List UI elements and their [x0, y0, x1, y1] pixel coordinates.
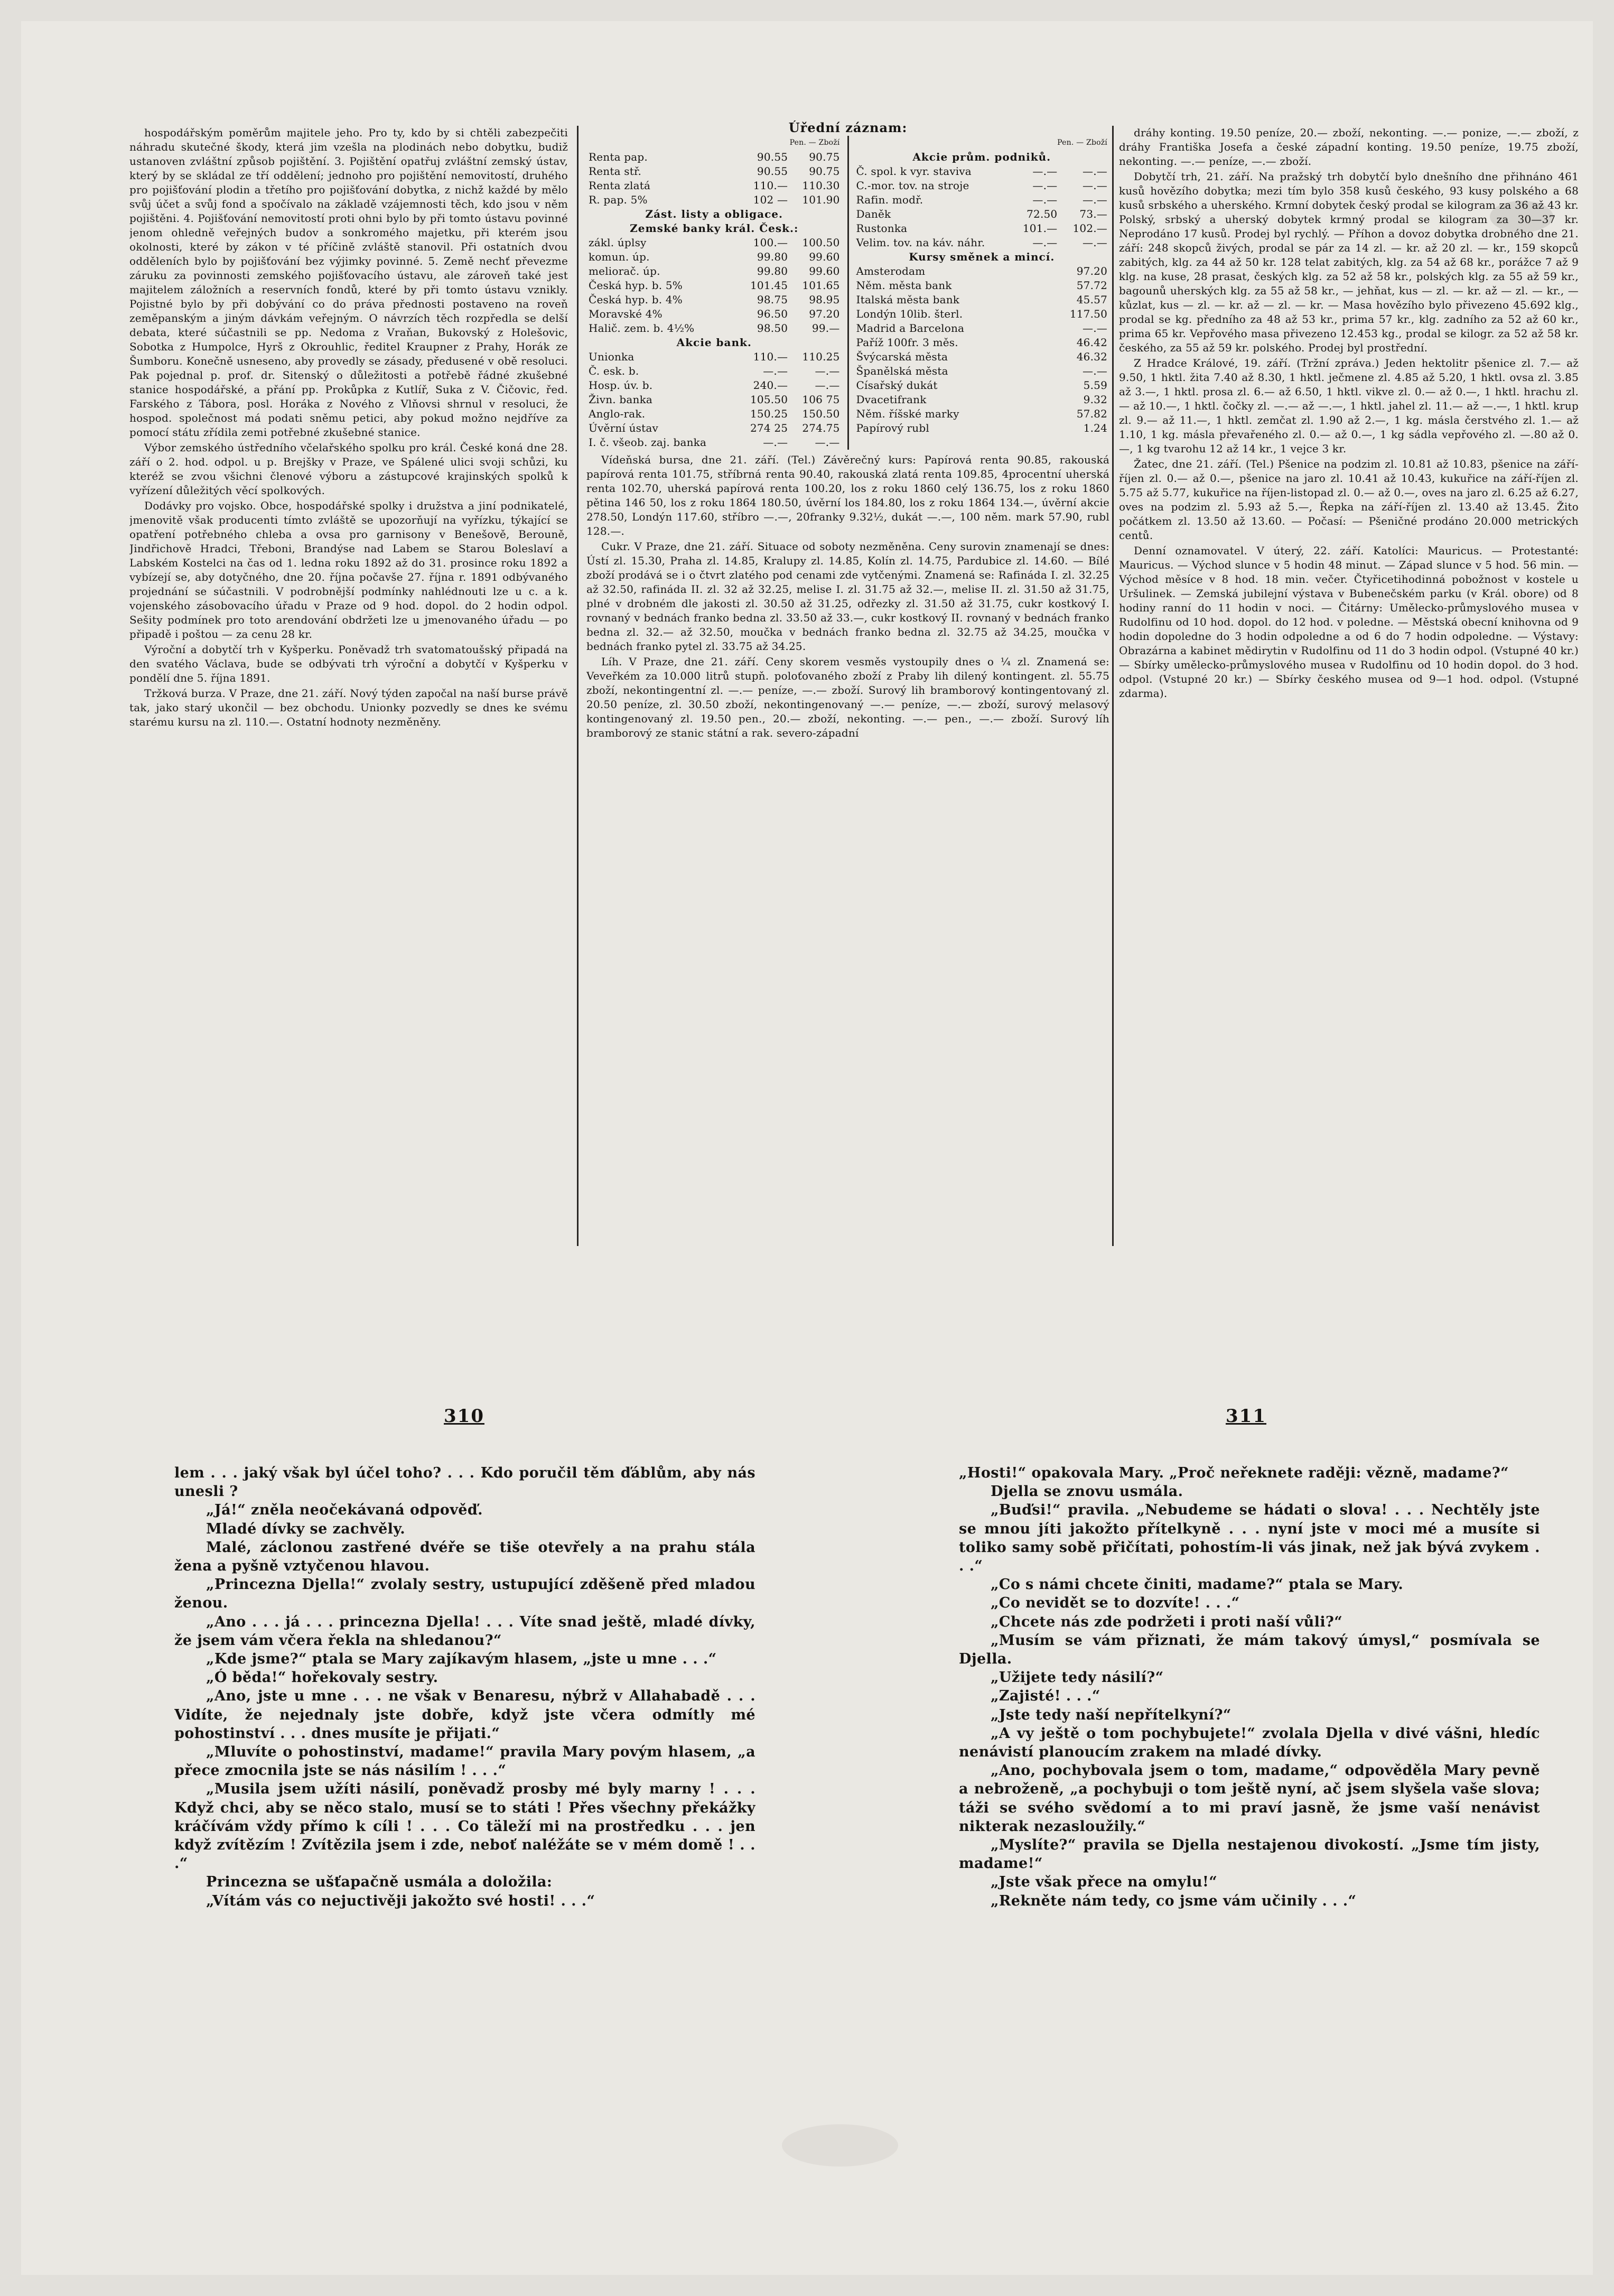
bid-price: —.— — [763, 436, 788, 449]
ask-price: 5.59 — [1083, 379, 1107, 392]
bid-price — [1013, 264, 1060, 278]
quote-row — [586, 350, 842, 364]
ask-price: 97.20 — [1076, 265, 1107, 277]
paragraph: „Jste tedy naší nepřítelkyní?“ — [991, 1706, 1232, 1723]
quote-row — [854, 207, 1110, 221]
paragraph: „Kde jsme?“ ptala se Mary zajíkavým hlasem, „jste u mne . . .“ — [206, 1651, 717, 1668]
quotes-section-heading — [586, 207, 842, 221]
bid-price: 101.— — [1022, 222, 1058, 235]
security-name: komun. úp. — [589, 250, 650, 263]
ask-price: 101.65 — [802, 279, 840, 292]
security-name: Renta zlatá — [589, 179, 651, 192]
paragraph: „Musím se vám přiznati, že mám takový úmysl,“ posmívala se Djella. — [959, 1632, 1540, 1668]
quote-row — [586, 150, 842, 164]
ask-price: —.— — [1083, 179, 1107, 192]
bid-price: —.— — [1032, 165, 1058, 178]
novel-page-right — [959, 1464, 1540, 2193]
security-name: Italská města bank — [856, 293, 960, 306]
ask-price: —.— — [815, 436, 840, 449]
ask-price: 73.— — [1079, 208, 1107, 220]
ask-price: 102.— — [1072, 222, 1107, 235]
ask-price: 97.20 — [809, 308, 840, 320]
bid-price — [1013, 350, 1060, 364]
security-name: C.-mor. tov. na stroje — [856, 179, 969, 192]
paragraph: „Myslíte?“ pravila se Djella nestajenou divokostí. „Jsme tím jisty, madame!“ — [959, 1837, 1540, 1872]
security-name: Unionka — [589, 350, 635, 363]
column-rule — [1112, 126, 1114, 1246]
ask-price: 57.72 — [1076, 279, 1107, 292]
security-name: Živn. banka — [589, 393, 653, 406]
security-name: Švýcarská města — [856, 350, 948, 363]
quote-row — [854, 336, 1110, 350]
bid-price — [1013, 293, 1060, 307]
bid-price — [1013, 307, 1060, 321]
quotes-header: Pen. — Zboží — [1057, 138, 1107, 147]
bid-price: 98.75 — [757, 293, 788, 306]
paragraph: „Musila jsem užíti násilí, poněvadž prosby mé byly marny ! . . . Když chci, aby se něco stalo, musí se to státi ! Přes všechny překážky kráčívám vždy přímo k cíli ! . . . Co täleží mi na prostředku . . . jen když zvítězím ! Zvítězila jsem i zde, neboť naléžáte se v mém domě ! . . .“ — [174, 1781, 755, 1872]
quotes-left-table-wrap — [586, 136, 842, 450]
ask-price: 99.— — [811, 322, 840, 334]
quote-row — [586, 421, 842, 435]
quote-row — [854, 179, 1110, 193]
paragraph: Djella se znovu usmála. — [991, 1483, 1183, 1500]
bid-price: —.— — [1032, 179, 1058, 192]
ask-price: 100.50 — [802, 236, 840, 249]
security-name: Halič. zem. b. 4½% — [589, 322, 695, 334]
paragraph: Z Hradce Králové, 19. září. (Tržní zpráva.) Jeden hektolitr pšenice zl. 7.— až 9.50, 1 hktl. žita 7.40 až 8.30, 1 hktl. ječmene zl. 4.85 až 5.20, 1 hktl. ovsa zl. 3.85 až 3.—, 1 hktl. prosa zl. 6.— až 6.50, 1 hktl. vikve zl. 0.— až 0.—, 1 hktl. hrachu zl. — až 10.—, 1 hktl. čočky zl. —.— až —.—, 1 hktl. jahel zl. 11.— až —.—, 1 hktl. krup zl. 9.— až 11.—, 1 hktl. zemčat zl. 1.90 až 2.—, 1 kg. másla čerstvého zl. 1.— až 1.10, 1 kg. másla převařeného zl. 0.— až 0.—, 1 kg sádla vepřového zl. —.80 až 0.—, 1 kg tvarohu 12 až 14 kr., 1 vejce 3 kr. — [1119, 357, 1579, 455]
paragraph: Malé, záclonou zastřené dvéře se tiše otevřely a na prahu stála žena a pyšně vztyčenou hlavou. — [174, 1539, 755, 1575]
security-name: Rustonka — [856, 222, 908, 235]
ask-price: —.— — [1083, 236, 1107, 249]
paragraph: Líh. V Praze, dne 21. září. Ceny skorem vesměs vystoupily dnes o ¼ zl. Znamená se: Veveřkém za 10.000 litrů stupň. poloťovaného zboží z Praby lih dilený kontingent. zl. 55.75 zboží, nekontingentní zl. —.— peníze, —.— zboží. Surový lih bramborový kontingentovaný zl. 20.50 peníze, zl. 30.50 zboží, nekontingenovaný —.— peníze, —.— zboží, surový melasový kontingenovaný zl. 19.50 pen., 20.— zboží, nekonting. —.— pen., —.— zboží. Surový líh bramborový ze stanic státní a rak. severo-západní — [586, 655, 1109, 739]
paragraph: hospodářským poměrům majitele jeho. Pro ty, kdo by si chtěli zabezpečiti náhradu skutečné škody, která jim vzešla na plodinách nebo dobytku, budiž ustanoven zvláštní způsob pojištění. 3. Pojištění opatřuj zvláštní zemský ústav, který by se skládal ze tří oddělení; jednoho pro pojištění nemovitostí, druhého pro pojišťování plodin a třetího pro pojišťování dobytka, z nichž každé by mělo svůj účet a svůj fond a spočívalo na základě vzájemnosti těch, kdo jsou v něm pojištěni. 4. Pojišťování nemovitostí proti ohni bylo by při tomto ústavu povinné jenom ohledně veřejných budov a sonkromého majetku, při kterém jsou okolnosti, které by zákon v té příčině zvláště stanovil. Při ostatních dvou odděleních bylo by pojišťování bez výjimky povinné. 5. Země nechť převezme záruku za povinnosti zemského pojišťovacího ústavu, ale zároveň také jest majitelem záložních a reservních fondů, které by při tomto ústavu vznikly. Pojistné bylo by při dobývání co do práva přednosti postaveno na roveň zeměpanským a jiným dávkám veřejným. O návrzích těch rozpředla se delší debata, které súčastnili se pp. Nedoma z Vraňan, Bukovský z Holešovic, Sobotka z Humpolce, Hyrš z Okrouhlic, ředitel Kraupner z Prahy, Horák ze Šumboru. Konečně usneseno, aby provedly se zásady, předusené v obě resoluci. Pak pojednal p. prof. dr. Sitenský o důležitosti a potřebě řádné zkušebné stanice hospodářské, a přání pp. Prokůpka z Kutlíř, Suka z V. Čičovic, řed. Farského z Tábora, posl. Horáka z Nového z Vlňovsi shrnul v resoluci, že hospod. společnost má podati sněmu petici, aby pokud možno nejdříve za pomocí státu zřídila zemi potřebné zkušebné stanice. — [129, 126, 568, 439]
quotes-section-heading — [854, 250, 1110, 264]
security-name: Velim. tov. na káv. náhr. — [856, 236, 985, 249]
paragraph: „Vítám vás co nejuctivěji jakožto své hosti! . . .“ — [206, 1892, 595, 1909]
ask-price: —.— — [1083, 365, 1107, 377]
paragraph: „Chcete nás zde podržeti i proti naší vůli?“ — [991, 1613, 1343, 1630]
quote-row — [854, 393, 1110, 407]
ask-price: 46.42 — [1076, 336, 1107, 349]
security-name: Hosp. úv. b. — [589, 379, 653, 392]
ask-price: 117.50 — [1069, 308, 1107, 320]
bid-price: —.— — [1032, 193, 1058, 206]
security-name: Amsterodam — [856, 265, 926, 277]
quotes-right-table-wrap — [854, 136, 1110, 450]
paragraph: Tržková burza. V Praze, dne 21. září. Nový týden započal na naší burse právě tak, jako starý ukončil — bez obchodu. Unionky pozvedly se dnes ke svému starému kursu na zl. 110.—. Ostatní hodnoty nezměněny. — [129, 687, 568, 728]
paragraph: „Rekněte nám tedy, co jsme vám učinily . . .“ — [991, 1892, 1357, 1909]
quote-row — [854, 307, 1110, 321]
market-quotes-column — [586, 120, 1109, 1251]
security-name: Č. esk. b. — [589, 365, 639, 377]
quote-row — [586, 264, 842, 278]
quotes-header: Pen. — Zboží — [789, 138, 840, 147]
security-name: Londýn 10lib. šterl. — [856, 308, 963, 320]
paragraph: dráhy konting. 19.50 peníze, 20.— zboží, nekonting. —.— ponize, —.— zboží, z dráhy Františka Josefa a české západní konting. 19.50 peníze, 19.75 zboží, nekonting. —.— peníze, —.— zboží. — [1119, 126, 1579, 168]
paragraph: „A vy ještě o tom pochybujete!“ zvolala Djella v divé vášni, hledíc nenávistí planoucím zrakem na mladé dívky. — [959, 1725, 1540, 1761]
bid-price: 150.25 — [750, 407, 788, 420]
bid-price — [1013, 393, 1060, 407]
ask-price: 106 75 — [802, 393, 840, 406]
ask-price: 1.24 — [1083, 422, 1107, 434]
bid-price: 102 — — [753, 193, 788, 206]
bid-price: 99.80 — [757, 250, 788, 263]
paragraph: „Ó běda!“ hořekovaly sestry. — [206, 1669, 439, 1686]
security-name: Renta stř. — [589, 165, 642, 178]
security-name: Madrid a Barcelona — [856, 322, 965, 334]
quote-row — [586, 179, 842, 193]
ask-price: 98.95 — [809, 293, 840, 306]
bid-price: 72.50 — [1027, 208, 1058, 220]
ask-price: 46.32 — [1076, 350, 1107, 363]
security-name: zákl. úplsy — [589, 236, 647, 249]
quote-row — [586, 193, 842, 207]
bid-price: 96.50 — [757, 308, 788, 320]
quote-row — [586, 293, 842, 307]
quote-row — [854, 364, 1110, 378]
ask-price: 99.60 — [809, 250, 840, 263]
bid-price: 240.— — [753, 379, 788, 392]
security-name: Dvacetifrank — [856, 393, 927, 406]
quote-row — [854, 293, 1110, 307]
paragraph: Vídeňská bursa, dne 21. září. (Tel.) Závěrečný kurs: Papírová renta 90.85, rakouská papírová renta 101.75, stříbrná renta 90.40, rakouská zlatá renta 109.85, 4procentní uherská renta 102.70, uherská papírová renta 100.20, los z roku 1860 celý 136.75, los z roku 1860 pětina 146 50, los z roku 1864 180.50, úvěrní los 184.80, los z roku 1864 134.—, úvěrní akcie 278.50, Londýn 117.60, stříbro —.—, 20franky 9.32½, dukát —.—, 100 něm. mark 57.90, rubl 128.—. — [586, 453, 1109, 537]
ask-price: —.— — [815, 365, 840, 377]
ask-price: 45.57 — [1076, 293, 1107, 306]
bid-price: 90.55 — [757, 165, 788, 178]
quote-row — [586, 378, 842, 393]
ask-price: —.— — [1083, 193, 1107, 206]
page-number-right: 311 — [1226, 1406, 1266, 1427]
ask-price: 99.60 — [809, 265, 840, 277]
bid-price: 274 25 — [750, 422, 788, 434]
article-column-right — [1119, 126, 1579, 1246]
paragraph: lem . . . jaký však byl účel toho? . . . Kdo poručil těm ďáblům, aby nás unesli ? — [174, 1465, 755, 1500]
ask-price: 110.30 — [802, 179, 840, 192]
bid-price: 98.50 — [757, 322, 788, 334]
paragraph: Princezna se ušťapačně usmála a doložila: — [206, 1874, 553, 1891]
bid-price — [1013, 278, 1060, 293]
security-name: Něm. říšské marky — [856, 407, 959, 420]
quote-row — [586, 278, 842, 293]
security-name: Moravské 4% — [589, 308, 663, 320]
quote-row — [854, 407, 1110, 421]
quote-row — [854, 164, 1110, 179]
bid-price: 105.50 — [750, 393, 788, 406]
paragraph: „Co nevidět se to dozvíte! . . .“ — [991, 1595, 1240, 1612]
security-name: Daněk — [856, 208, 891, 220]
security-name: Úvěrní ústav — [589, 422, 658, 434]
quotes-heading: Úřední záznam: — [788, 120, 908, 135]
quote-row — [854, 236, 1110, 250]
quote-row — [854, 350, 1110, 364]
quote-row — [586, 407, 842, 421]
paragraph: „Ano . . . já . . . princezna Djella! . . . Víte snad ještě, mladé dívky, že jsem vám včera řekla na shledanou?“ — [174, 1613, 755, 1649]
quote-row — [586, 236, 842, 250]
security-name: I. č. všeob. zaj. banka — [589, 436, 707, 449]
security-name: Anglo-rak. — [589, 407, 646, 420]
quote-row — [854, 221, 1110, 236]
security-name: Česká hyp. b. 5% — [589, 279, 683, 292]
paragraph: Dodávky pro vojsko. Obce, hospodářské spolky i družstva a jiní podnikatelé, jmenovitě však producenti tímto zvláště se upozorňují na vyřízku, týkající se opatření potřebného chleba a ovsa pro garnisony v Benešově, Berouně, Jindřichově Hradci, Třeboni, Brandýse nad Labem se Starou Boleslaví a Labském Kostelci na čas od 1. ledna roku 1892 až do 31. prosince roku 1892 a vybízejí se, aby dotyčného, dne 20. října počavše 27. října r. 1891 odbývaného projednání se súčastnili. V podrobnější podmínky nahlédnouti lze u c. a k. vojenského zásobovacího úřadu v Praze od 9 hod. dopol. do 2 hodin odpol. Sešity podmínek pro toto arendování obdržeti lze u jmenovaného úřadu — po připadě i poštou — za cenu 28 kr. — [129, 499, 568, 640]
security-name: Císařský dukát — [856, 379, 938, 392]
bid-price: —.— — [1032, 236, 1058, 249]
paragraph: Výbor zemského ústředního včelařského spolku pro král. České koná dne 28. září o 2. hod. odpol. u p. Brejšky v Praze, ve Spálené ulici svoji schůzi, ku kteréž se zvou všichni členové výboru a zástupcové krajinských spolků k vyřízení důležitých věcí spolkových. — [129, 441, 568, 497]
bid-price: 110.— — [753, 179, 788, 192]
quote-row — [586, 435, 842, 450]
bid-price: 110.— — [753, 350, 788, 363]
quotes-section-heading — [854, 150, 1110, 164]
quotes-section-heading — [586, 336, 842, 350]
paragraph: Dobytčí trh, 21. září. Na pražský trh dobytčí bylo dnešního dne přihnáno 461 kusů hovězího dobytka; mezi tím bylo 358 kusů českého, 93 kusy polského a 68 kusů srbského a uherského. Krmní dobytek český prodal se kilogram za 36 až 43 kr. Polský, srbský a uherský dobytek krmný prodal se kilogram za 30—37 kr. Neprodáno 17 kusů. Prodej byl rychlý. — Příhon a dovoz dobytka drobného dne 21. září: 248 skopců živých, prodal se pár za 14 zl. — kr. až 20 zl. — kr., 159 skopců zabitých, klg. za 44 až 50 kr. 128 telat zabitých, klg. za 54 až 68 kr., porážce 7 až 9 klg. na kuse, 28 prasat, českých klg. za 52 až 58 kr., polských klg. za 55 až 59 kr., bagounů uherských klg. za 55 až 58 kr., — jehňat, kus — zl. — kr. až — zl. — kr., — kůzlat, kus — zl. — kr. až — zl. — kr. — Masa hovězího bylo přivezeno 45.692 klg., prodal se kg. předního za 48 až 53 kr., prima 57 kr., klg. zadního za 52 až 60 kr., prima 65 kr. Vepřového masa přivezeno 12.453 kg., prodal se kilogr. za 52 až 58 kr. českého, za 55 až 59 kr. polského. Prodej byl prostřední. — [1119, 170, 1579, 354]
column-rule — [577, 126, 579, 1246]
security-name: Rafin. modř. — [856, 193, 923, 206]
quotes-tables — [586, 136, 1109, 450]
quote-row — [586, 321, 842, 336]
paragraph: „Ano, pochybovala jsem o tom, madame,“ odpověděla Mary pevně a nebroženě, „a pochybuji o tom ještě nyní, ač jsem slyšela vaše slova; táži se svého svědomí a to mi praví jasně, že jsme vaší nenávist nikterak nezasloužily.“ — [959, 1762, 1540, 1835]
bid-price: 99.80 — [757, 265, 788, 277]
quote-row — [586, 364, 842, 378]
paragraph: Výroční a dobytčí trh v Kyšperku. Poněvadž trh svatomatoušský připadá na den svatého Václava, bude se odbývati trh výroční a dobytčí v Kyšperku v pondělí dne 5. října 1891. — [129, 643, 568, 684]
ask-price: 110.25 — [802, 350, 840, 363]
paragraph: „Mluvíte o pohostinství, madame!“ pravila Mary povým hlasem, „a přece zmocnila jste se nás násilím ! . . .“ — [174, 1744, 755, 1779]
ask-price: —.— — [815, 379, 840, 392]
ask-price: 274.75 — [802, 422, 840, 434]
security-name: R. pap. 5% — [589, 193, 648, 206]
bid-price — [1013, 407, 1060, 421]
security-name: Česká hyp. b. 4% — [589, 293, 683, 306]
paragraph: „Princezna Djella!“ zvolaly sestry, ustupující zděšeně před mladou ženou. — [174, 1576, 755, 1612]
bid-price: 100.— — [753, 236, 788, 249]
section-label: Zást. listy a obligace. — [645, 208, 783, 220]
column-rule — [847, 136, 849, 450]
quote-row — [854, 421, 1110, 435]
bid-price: —.— — [763, 365, 788, 377]
paragraph: „Hosti!“ opakovala Mary. „Proč neřeknete raději: vězně, madame?“ — [959, 1465, 1509, 1481]
paragraph: „Já!“ zněla neočekávaná odpověď. — [206, 1502, 483, 1519]
ask-price: 101.90 — [802, 193, 840, 206]
ask-price: 9.32 — [1083, 393, 1107, 406]
quote-row — [586, 250, 842, 264]
quotes-table-right — [854, 136, 1110, 435]
quote-row — [586, 393, 842, 407]
market-reports — [586, 453, 1109, 740]
ask-price: —.— — [1083, 322, 1107, 334]
quote-row — [854, 193, 1110, 207]
quote-row — [586, 307, 842, 321]
ask-price: 90.75 — [809, 151, 840, 163]
article-column-left — [129, 126, 568, 1246]
ask-price: —.— — [1083, 165, 1107, 178]
paragraph: Cukr. V Praze, dne 21. září. Situace od soboty nezměněna. Ceny surovin znamenají se dnes: Ústí zl. 15.30, Praha zl. 14.85, Kralupy zl. 14.85, Kolín zl. 14.75, Pardubice zl. 14.60. — Bílé zboží prodává se i o čtvrt zlatého pod cenami zde vytčenými. Znamená se: Rafináda I. zl. 32.25 až 32.50, rafináda II. zl. 32 až 32.25, melise I. zl. 31.75 až 32.—, melise II. zl. 31.50 až 31.75, plné v drobném dle jakosti zl. 30.50 až 31.25, odřezky zl. 31.50 až 31.75, cukr kostkový I. rovnaný v bednách franko bedna zl. 33.50 až 33.—, cukr kostkový II. rovnaný v bednách franko bedna zl. 32.— až 32.50, moučka v bednách franko bedna zl. 32.75 až 34.25, moučka v bednách franko pytel zl. 33.75 až 34.25. — [586, 540, 1109, 653]
quotes-section-heading — [586, 221, 842, 236]
bid-price — [1013, 336, 1060, 350]
ask-price: 90.75 — [809, 165, 840, 178]
quote-row — [854, 278, 1110, 293]
security-name: Renta pap. — [589, 151, 648, 163]
paragraph: Žatec, dne 21. září. (Tel.) Pšenice na podzim zl. 10.81 až 10.83, pšenice na září-říjen zl. 0.— až 0.—, pšenice na jaro zl. 10.41 až 10.43, kukuřice na září-říjen zl. 5.75 až 5.77, kukuřice na říjen-listopad zl. 0.— až 0.—, oves na jaro zl. 6.25 až 6.27, oves na podzim zl. 5.93 až 5.—, Řepka na září-říjen zl. 13.40 až 13.45. Žito počátkem zl. 13.50 až 13.60. — Počasí: — Pšeničné prodáno 20.000 metrických centů. — [1119, 458, 1579, 542]
bid-price: 90.55 — [757, 151, 788, 163]
bid-price — [1013, 321, 1060, 336]
security-name: Španělská města — [856, 365, 948, 377]
bid-price — [1013, 364, 1060, 378]
novel-page-left — [174, 1464, 755, 2193]
bid-price: 101.45 — [750, 279, 788, 292]
bid-price — [1013, 378, 1060, 393]
paragraph: „Užijete tedy násilí?“ — [991, 1669, 1164, 1686]
paragraph: „Zajisté! . . .“ — [991, 1688, 1100, 1705]
quote-row — [854, 264, 1110, 278]
security-name: Něm. města bank — [856, 279, 952, 292]
page-number-left: 310 — [444, 1406, 484, 1427]
quotes-table-left — [586, 136, 842, 450]
section-label: Akcie prům. podniků. — [912, 151, 1051, 163]
security-name: Č. spol. k vyr. staviva — [856, 165, 972, 178]
ask-price: 57.82 — [1076, 407, 1107, 420]
security-name: meliorač. úp. — [589, 265, 660, 277]
paragraph: Mladé dívky se zachvěly. — [206, 1520, 406, 1537]
scan-smudge — [782, 2124, 898, 2167]
section-label: Zemské banky král. Česk.: — [630, 222, 799, 235]
security-name: Paříž 100fr. 3 měs. — [856, 336, 958, 349]
paragraph: Denní oznamovatel. V úterý, 22. září. Katolíci: Mauricus. — Protestanté: Mauricus. — Východ slunce v 5 hodin 48 minut. — Západ slunce v 5 hod. 56 min. — Východ měsíce v 8 hod. 18 min. večer. Čtyřicetihodinná pobožnost v kostele u Uršulinek. — Zemská jubilejní výstava v Bubenečském parku (v Král. obore) od 8 hodiny ranní do 11 hodin v noci. — Čitárny: Umělecko-průmyslového musea v Rudolfinu od 10 hod. dopol. do 12 hod. v poledne. — Městská obecní knihovna od 9 hodin dopoledne do 3 hodin odpoledne a od 6 do 7 hodin odpoledne. — Výstavy: Obrazárna a kabinet mědirytin v Rudolfinu od 11 do 3 hodin odpol. (Vstupné 40 kr.) — Sbírky umělecko-průmyslového musea v Rudolfinu od 10 hodin dopol. do 3 hod. odpol. (Vstupné 20 kr.) — Sbírky českého musea od 9—1 hod. odpol. (Vstupné zdarma). — [1119, 544, 1579, 700]
paragraph: „Jste však přece na omylu!“ — [991, 1874, 1218, 1891]
bid-price — [1013, 421, 1060, 435]
paragraph: „Co s námi chcete činiti, madame?“ ptala se Mary. — [991, 1576, 1404, 1593]
section-label: Akcie bank. — [676, 336, 752, 349]
quote-row — [854, 378, 1110, 393]
ask-price: 150.50 — [802, 407, 840, 420]
quote-row — [586, 164, 842, 179]
paragraph: „Buďsi!“ pravila. „Nebudeme se hádati o slova! . . . Nechtěly jste se mnou jíti jakožto přítelkyně . . . nyní jste v moci mé a musíte si toliko samy sobě přičítati, pohostím-li vás jinak, než jak bývá zvykem . . .“ — [959, 1502, 1540, 1575]
section-label: Kursy směnek a mincí. — [909, 250, 1055, 263]
security-name: Papírový rubl — [856, 422, 929, 434]
paragraph: „Ano, jste u mne . . . ne však v Benaresu, nýbrž v Allahabadě . . . Vidíte, že nejednaly jste dobře, když jste včera odmítly mé pohostinství . . . dnes musíte je přijati.“ — [174, 1688, 755, 1742]
quote-row — [854, 321, 1110, 336]
